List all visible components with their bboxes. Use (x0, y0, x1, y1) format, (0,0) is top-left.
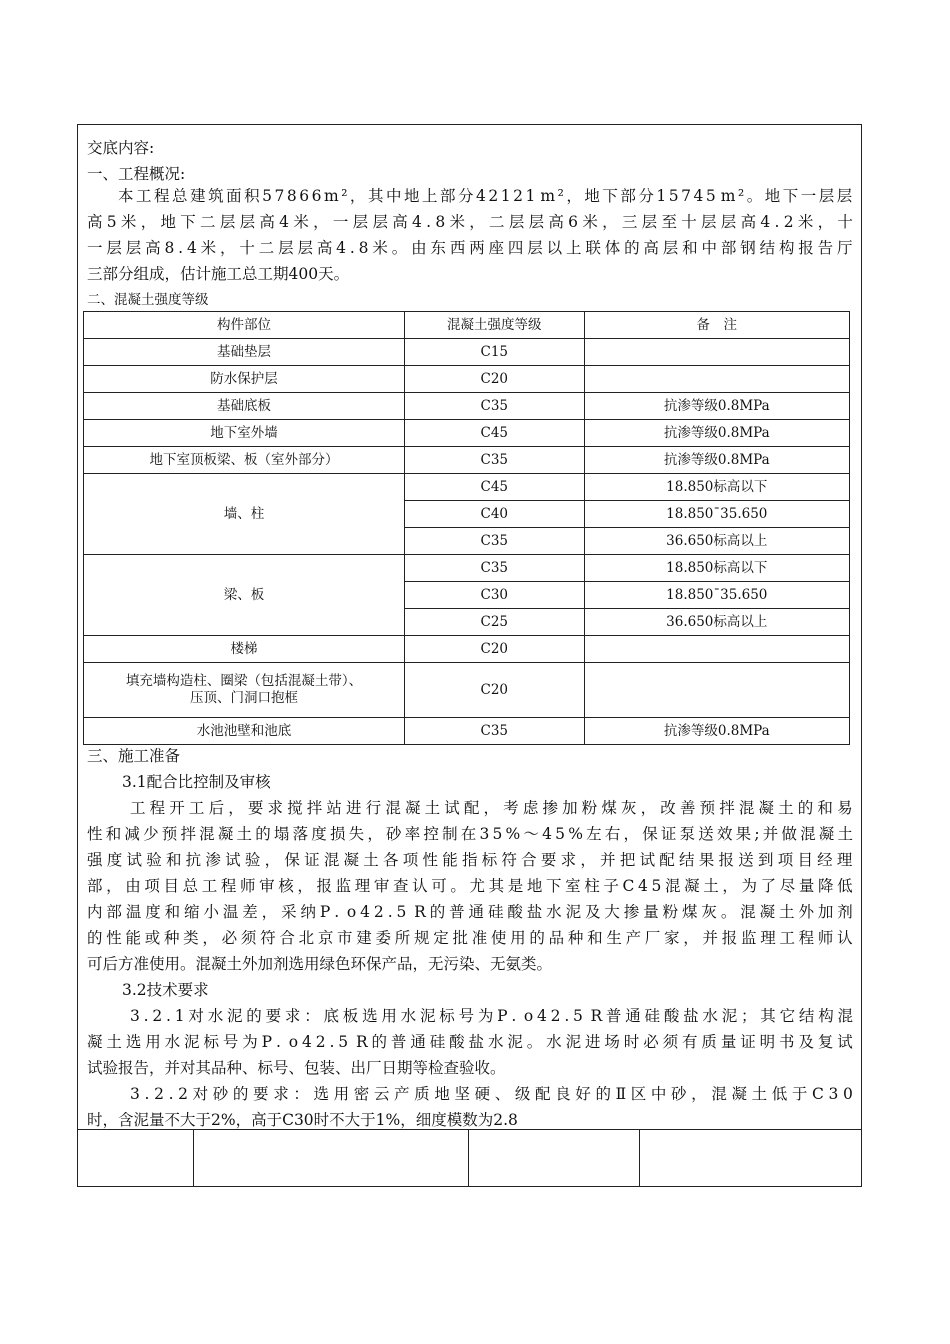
cell-grade: C35 (404, 718, 584, 745)
signature-cell (194, 1130, 469, 1186)
cell-note: 36.650标高以上 (584, 528, 849, 555)
cell-grade: C20 (404, 636, 584, 663)
cell-note (584, 663, 849, 718)
cell-note: 抗渗等级0.8MPa (584, 447, 849, 474)
cell-note: 18.850标高以下 (584, 555, 849, 582)
cell-part: 基础底板 (84, 393, 405, 420)
table-row (84, 447, 850, 474)
section1-line-2: 高 5 米 ， 地 下 二 层 层 高 4 米 ， 一 层 层 高 4 . 8 米 ， 二 层 层 高 6 米 ， 三 层 至 十 层 层 高 4 . 2 米 ， 十 (87, 213, 853, 231)
signature-cell (469, 1130, 640, 1186)
cell-part-beam: 梁、板 (84, 555, 405, 636)
cell-part: 水池池壁和池底 (84, 718, 405, 745)
table-row (84, 718, 850, 745)
p2-line-2: 凝 土 选 用 水 泥 标 号 为 P . o 4 2 . 5 R 的 普 通 硅 酸 盐 水 泥 。 水 泥 进 场 时 必 须 有 质 量 证 明 书 及 复 试 (87, 1033, 853, 1051)
cell-part: 防水保护层 (84, 366, 405, 393)
cell-grade: C45 (404, 420, 584, 447)
concrete-grade-table (83, 311, 850, 745)
cell-grade: C20 (404, 366, 584, 393)
p1-line-2: 性 和 减 少 预 拌 混 凝 土 的 塌 落 度 损 失 ， 砂 率 控 制 在 3 5 % ～ 4 5 % 左 右 ， 保 证 泵 送 效 果 ; 并 做 混 凝 土 (87, 825, 853, 843)
p3-line-2: 时，含泥量不大于2%，高于C30时不大于1%，细度模数为2.8 (87, 1111, 518, 1129)
cell-part-fill-line-1: 填充墙构造柱、圈梁（包括混凝土带）、 (125, 673, 363, 689)
table-row (84, 339, 850, 366)
cell-note: 抗渗等级0.8MPa (584, 393, 849, 420)
section1-line-4: 三部分组成，估计施工总工期400天。 (87, 265, 350, 283)
cell-grade: C40 (404, 501, 584, 528)
table-row (84, 420, 850, 447)
p1-line-6: 的 性 能 或 种 类 ， 必 须 符 合 北 京 市 建 委 所 规 定 批 准 使 用 的 品 种 和 生 产 厂 家 ， 并 报 监 理 工 程 师 认 (87, 929, 853, 947)
table-row (84, 636, 850, 663)
p1-line-3: 强 度 试 验 和 抗 渗 试 验 ， 保 证 混 凝 土 各 项 性 能 指 标 符 合 要 求 ， 并 把 试 配 结 果 报 送 到 项 目 经 理 (87, 851, 853, 869)
cell-note (584, 636, 849, 663)
p1-line-1: 工 程 开 工 后 ， 要 求 搅 拌 站 进 行 混 凝 土 试 配 ， 考 虑 掺 加 粉 煤 灰 ， 改 善 预 拌 混 凝 土 的 和 易 (130, 799, 853, 817)
cell-part-fill (84, 663, 405, 718)
cell-note: 18.850¯35.650 (584, 501, 849, 528)
section3-title: 三、施工准备 (87, 747, 181, 765)
cell-grade: C20 (404, 663, 584, 718)
table-row (84, 474, 850, 501)
cell-part: 地下室外墙 (84, 420, 405, 447)
p1-line-4: 部 ， 由 项 目 总 工 程 师 审 核 ， 报 监 理 审 查 认 可 。 尤 其 是 地 下 室 柱 子 C 4 5 混 凝 土 ， 为 了 尽 量 降 低 (87, 877, 853, 895)
header-grade: 混凝土强度等级 (404, 312, 584, 339)
table-header-row (84, 312, 850, 339)
cell-note: 抗渗等级0.8MPa (584, 420, 849, 447)
cell-part-wall: 墙、柱 (84, 474, 405, 555)
cell-part: 地下室顶板梁、板（室外部分） (84, 447, 405, 474)
table-row (84, 555, 850, 582)
content-area (78, 125, 861, 1130)
cell-note (584, 366, 849, 393)
section1-title: 一、工程概况: (87, 165, 186, 183)
p1-line-5: 内 部 温 度 和 缩 小 温 差 ， 采 纳 P . o 4 2 . 5 R 的 普 通 硅 酸 盐 水 泥 及 大 掺 量 粉 煤 灰 。 混 凝 土 外 加 剂 (87, 903, 853, 921)
p3-line-1: 3 . 2 . 2 对 砂 的 要 求 ： 选 用 密 云 产 质 地 坚 硬 、 级 配 良 好 的 Ⅱ 区 中 砂 ， 混 凝 土 低 于 C 3 0 (130, 1085, 853, 1103)
header-part: 构件部位 (84, 312, 405, 339)
p2-line-3: 试验报告，并对其品种、标号、包装、出厂日期等检查验收。 (87, 1059, 506, 1077)
p2-line-1: 3 . 2 . 1 对 水 泥 的 要 求 ： 底 板 选 用 水 泥 标 号 为 P . o 4 2 . 5 R 普 通 硅 酸 盐 水 泥 ； 其 它 结 构 混 (130, 1007, 853, 1025)
cell-note (584, 339, 849, 366)
section1-line-1: 本 工 程 总 建 筑 面 积 5 7 8 6 6 m ² ， 其 中 地 上 部 分 4 2 1 2 1 m ² ， 地 下 部 分 1 5 7 4 5 m ² 。 地 下 一 层 层 (118, 187, 853, 205)
subsection-3-2: 3.2技术要求 (122, 981, 209, 999)
cell-grade: C25 (404, 609, 584, 636)
p1-line-7: 可后方准使用。混凝土外加剂选用绿色环保产品，无污染、无氨类。 (87, 955, 553, 973)
cell-grade: C45 (404, 474, 584, 501)
signature-cell (78, 1130, 194, 1186)
cell-grade: C15 (404, 339, 584, 366)
table-row (84, 663, 850, 718)
heading: 交底内容: (87, 139, 155, 157)
cell-grade: C30 (404, 582, 584, 609)
cell-note: 18.850标高以下 (584, 474, 849, 501)
subsection-3-1: 3.1配合比控制及审核 (122, 773, 271, 791)
cell-part-fill-line-2: 压顶、门洞口抱框 (189, 690, 298, 706)
cell-grade: C35 (404, 447, 584, 474)
signature-cell (640, 1130, 861, 1186)
cell-part: 楼梯 (84, 636, 405, 663)
table-row (84, 393, 850, 420)
table-row (84, 366, 850, 393)
signature-row (78, 1130, 861, 1186)
header-note: 备 注 (584, 312, 849, 339)
section1-line-3: 一 层 层 高 8 . 4 米 ， 十 二 层 层 高 4 . 8 米 。 由 东 西 两 座 四 层 以 上 联 体 的 高 层 和 中 部 钢 结 构 报 告 厅 (87, 239, 853, 257)
cell-note: 抗渗等级0.8MPa (584, 718, 849, 745)
document-frame (77, 124, 862, 1187)
cell-part: 基础垫层 (84, 339, 405, 366)
cell-note: 36.650标高以上 (584, 609, 849, 636)
cell-grade: C35 (404, 528, 584, 555)
cell-note: 18.850¯35.650 (584, 582, 849, 609)
cell-grade: C35 (404, 393, 584, 420)
section2-title: 二、混凝土强度等级 (87, 292, 209, 308)
cell-grade: C35 (404, 555, 584, 582)
